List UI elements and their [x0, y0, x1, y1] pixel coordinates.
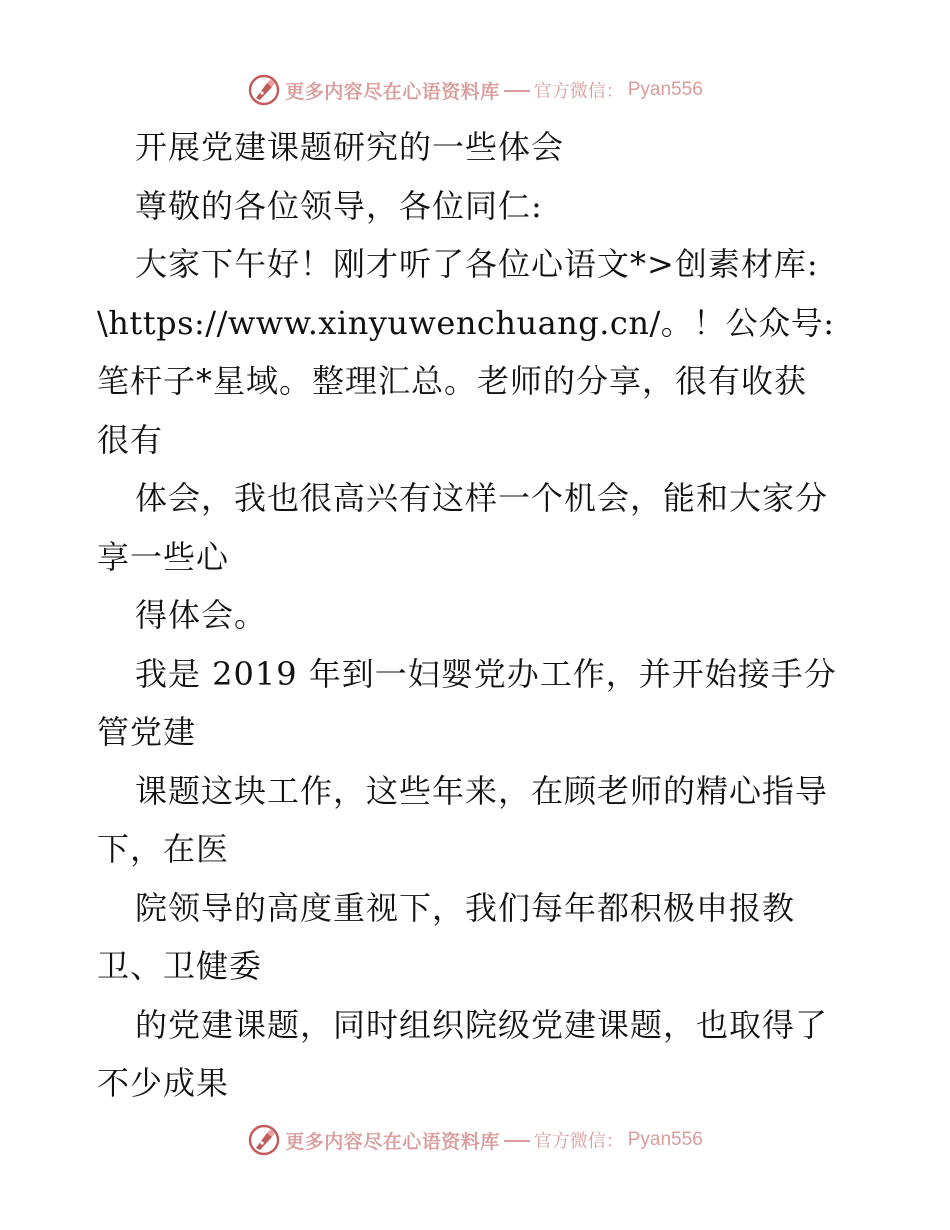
watermark-divider: [504, 90, 530, 92]
watermark-text: 更多内容尽在心语资料库: [285, 80, 500, 103]
text-line: 卫、卫健委: [97, 947, 263, 985]
footer-watermark-banner: [0, 1120, 950, 1160]
text-line: 下，在医: [97, 830, 230, 868]
text-line: \https://www.xinyuwenchuang.cn/。！公众号:: [97, 303, 835, 342]
text-line: 大家下午好！刚才听了各位心语文*>创素材库:: [135, 245, 819, 283]
watermark-divider: [504, 1140, 530, 1142]
watermark-contact-label: 官方微信：: [533, 1131, 624, 1152]
pen-nib-logo-icon: [247, 73, 281, 107]
text-line: 得体会。: [135, 596, 268, 634]
text-line: 管党建: [97, 713, 197, 751]
text-line: 不少成果: [97, 1064, 230, 1102]
text-line: 笔杆子*星域。整理汇总。老师的分享，很有收获: [97, 362, 808, 400]
document-body: [97, 118, 867, 1113]
text-line: 很有: [97, 420, 164, 459]
document-title: 开展党建课题研究的一些体会: [135, 128, 565, 166]
header-watermark-banner: [0, 70, 950, 110]
watermark-handle: Pyan556: [627, 1129, 703, 1150]
text-line: 院领导的高度重视下，我们每年都积极申报教: [135, 888, 796, 927]
text-line: 享一些心: [97, 537, 230, 576]
watermark-text: 更多内容尽在心语资料库: [285, 1130, 500, 1153]
text-line: 课题这块工作，这些年来，在顾老师的精心指导: [135, 771, 829, 810]
watermark-handle: Pyan556: [627, 79, 703, 100]
pen-nib-logo-icon: [247, 1123, 281, 1157]
text-line: 的党建课题，同时组织院级党建课题，也取得了: [135, 1005, 829, 1044]
watermark-contact-label: 官方微信：: [533, 81, 624, 102]
text-line: 体会，我也很高兴有这样一个机会，能和大家分: [135, 479, 829, 517]
text-line: 我是 2019 年到一妇婴党办工作，并开始接手分: [135, 654, 837, 693]
salutation: 尊敬的各位领导，各位同仁:: [135, 186, 543, 225]
